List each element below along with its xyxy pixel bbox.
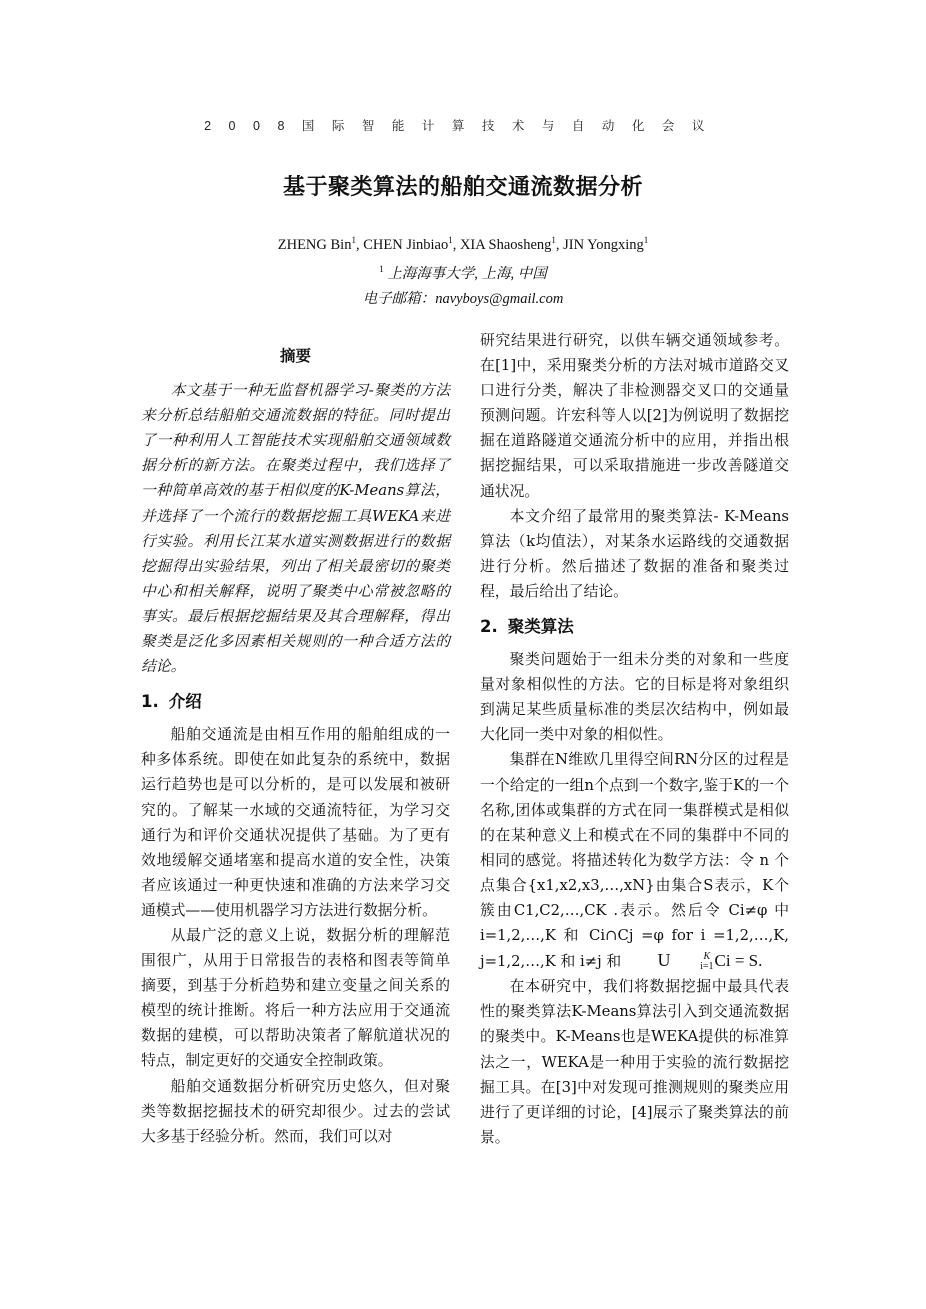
section-1-heading [141, 690, 450, 714]
union-lower-limit: i=1 [700, 961, 714, 973]
abstract [141, 378, 450, 679]
paragraph: 在本研究中，我们将数据挖掘中最具代表性的聚类算法K-Means算法引入到交通流数据的聚类中。K-Means也是WEKA提供的标准算法之一，WEKA是一种用于实验的流行数据挖掘工具。在[3]中对发现可推测规则的聚类应用进行了更详细的讨论，[4]展示了聚类算法的前景。 [480, 978, 789, 1146]
formula-end: . [758, 951, 763, 971]
author-name: XIA Shaosheng [459, 237, 552, 253]
conference-header: 2008国际智能计算技术与自动化会议 [204, 119, 722, 133]
paragraph-continued: 研究结果进行研究，以供车辆交通领域参考。在[1]中，采用聚类分析的方法对城市道路交叉口进行分类，解决了非检测器交叉口的交通量预测问题。许宏科等人以[2]为例说明了数据挖掘在道路隧道交通流分析中的应用，并指出根据挖掘结果，可以采取措施进一步改善隧道交通状况。 [480, 332, 789, 500]
paragraph-with-formula [480, 747, 789, 974]
author-list: ZHENG Bin$^1$, CHEN Jinbiao$^1$, XIA Shaosheng$^1$, JIN Yongxing$^1$ [277, 235, 649, 253]
section-title: 介绍 [168, 692, 202, 712]
section-title: 聚类算法 [507, 617, 574, 637]
author-affiliation-mark: 1 [448, 235, 453, 246]
abstract-title: 摘要 [279, 347, 311, 365]
union-symbol: U [657, 950, 671, 971]
paper-title: 基于聚类算法的船舶交通流数据分析 [282, 174, 643, 199]
union-upper-limit: K [703, 951, 711, 963]
section-number: 1. [141, 692, 159, 712]
author-name: JIN Yongxing [563, 237, 644, 253]
union-formula [626, 948, 762, 973]
paragraph: 船舶交通流是由相互作用的船舶组成的一种多体系统。即使在如此复杂的系统中，数据运行趋势也是可以分析的，是可以发展和被研究的。了解某一水域的交通流特征，为学习交通行为和评价交通状况提供了基础。为了更有效地缓解交通堵塞和提高水道的安全性，决策者应该通过一种更快速和准确的方法来学习交通模式——使用机器学习方法进行数据分析。 [141, 726, 450, 919]
author-affiliation-mark: 1 [643, 235, 649, 246]
author-name: ZHENG Bin [277, 237, 352, 253]
abstract-text: 本文基于一种无监督机器学习-聚类的方法来分析总结船舶交通流数据的特征。同时提出了一种利用人工智能技术实现船舶交通领域数据分析的新方法。在聚类过程中，我们选择了一种简单高效的基于相似度的K-Means算法，并选择了一个流行的数据挖掘工具WEKA来进行实验。利用长江某水道实测数据进行的数据挖掘得出实验结果，列出了相关最密切的聚类中心和相关解释，说明了聚类中心常被忽略的事实。最后根据挖掘结果及其合理解释，得出聚类是泛化多因素相关规则的一种合适方法的结论。 [141, 382, 450, 676]
author-affiliation-mark: 1 [551, 235, 556, 246]
section-2-heading [480, 615, 789, 639]
email-address[interactable]: navyboys@gmail.com [435, 291, 564, 307]
section-number: 2. [480, 617, 498, 637]
email-line [0, 287, 926, 308]
paragraph: 从最广泛的意义上说，数据分析的理解范围很广，从用于日常报告的表格和图表等简单摘要，到基于分析趋势和建立变量之间关系的模型的统计推断。将后一种方法应用于交通流数据的建模，可以帮助决策者了解航道状况的特点，制定更好的交通安全控制政策。 [141, 926, 450, 1070]
left-column [141, 326, 450, 1149]
affiliation-mark: 1 [379, 264, 384, 275]
paragraph-text: 集群在N维欧几里得空间RN分区的过程是一个给定的一组n个点到一个数字,鉴于K的一个名称,团体或集群的方式在同一集群模式是相似的在某种意义上和模式在不同的集群中不同的相同的感觉。将描述转化为数学方法：令 n 个点集合{x1,x2,x3,…,xN}由集合S表示，K个簇由C1,C2,…,CK .表示。然后令 Ci≠φ 中i=1,2,…,K 和 Ci∩Cj =φ for i =1,2,…,K, j=1,2,…,K 和 i≠j 和 [480, 751, 789, 971]
paragraph: 聚类问题始于一组未分类的对象和一些度量对象相似性的方法。它的目标是将对象组织到满足某些质量标准的类层次结构中，例如最大化同一类中对象的相似性。 [480, 651, 789, 744]
right-column [480, 328, 789, 1150]
author-affiliation-mark: 1 [351, 235, 356, 246]
formula-body: Ci = S [714, 951, 759, 971]
paragraph: 船舶交通数据分析研究历史悠久，但对聚类等数据挖掘技术的研究却很少。过去的尝试大多基于经验分析。然而，我们可以对 [141, 1077, 450, 1145]
affiliation-text: 上海海事大学, 上海, 中国 [387, 266, 547, 282]
email-label: 电子邮箱： [362, 291, 436, 307]
paragraph: 本文介绍了最常用的聚类算法- K-Means算法（k均值法），对某条水运路线的交通数据进行分析。然后描述了数据的准备和聚类过程，最后给出了结论。 [480, 507, 789, 600]
union-limits [671, 952, 714, 972]
author-name: CHEN Jinbiao [363, 237, 449, 253]
affiliation [0, 262, 926, 283]
